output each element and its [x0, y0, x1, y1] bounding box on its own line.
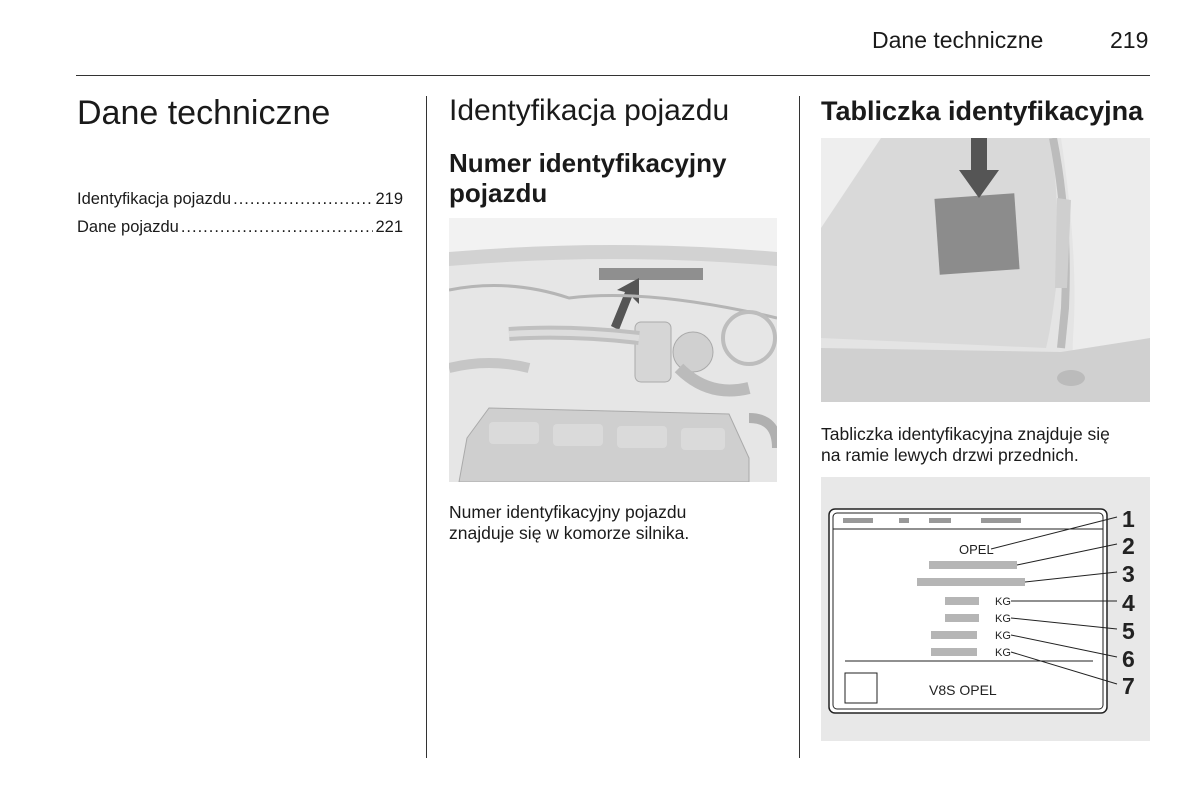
text-line: znajduje się w komorze silnika.	[449, 523, 690, 543]
toc-entry-page: 221	[375, 218, 403, 236]
header-rule	[76, 75, 1150, 76]
text-line: na ramie lewych drzwi przednich.	[821, 445, 1079, 465]
callout-number: 3	[1122, 561, 1135, 587]
subsection-heading-vin	[449, 148, 726, 208]
text-line: Tabliczka identyfikacyjna znajduje się	[821, 424, 1110, 444]
page-number: 219	[1110, 27, 1149, 53]
toc-entry-label: Dane pojazdu	[77, 218, 179, 236]
svg-text:KG: KG	[995, 596, 1011, 608]
running-title: Dane techniczne	[872, 27, 1044, 53]
callout-number: 1	[1122, 506, 1135, 532]
subheading-line: pojazdu	[449, 178, 548, 208]
svg-text:KG: KG	[995, 630, 1011, 642]
svg-text:KG: KG	[995, 613, 1011, 625]
callout-number: 4	[1122, 590, 1135, 616]
engine-bay-illustration	[449, 218, 777, 482]
id-plate-marker	[934, 193, 1019, 274]
section-heading-id-plate: Tabliczka identyfikacyjna	[821, 96, 1144, 126]
toc-leader-dots	[181, 218, 374, 237]
vin-location-text	[449, 502, 689, 544]
plate-footer-text: V8S OPEL	[929, 682, 997, 698]
table-of-contents	[77, 190, 403, 246]
column-divider	[799, 96, 800, 758]
toc-entry-page: 219	[375, 190, 403, 208]
callout-number: 6	[1122, 646, 1135, 672]
callout-number: 5	[1122, 618, 1135, 644]
text-line: Numer identyfikacyjny pojazdu	[449, 502, 687, 522]
section-heading-vehicle-identification: Identyfikacja pojazdu	[449, 94, 730, 127]
chapter-title: Dane techniczne	[77, 94, 331, 132]
svg-text:KG: KG	[995, 647, 1011, 659]
plate-brand: OPEL	[959, 542, 994, 557]
column-divider	[426, 96, 427, 758]
id-plate-diagram	[821, 477, 1150, 741]
toc-entry-label: Identyfikacja pojazdu	[77, 190, 232, 208]
door-frame-illustration	[821, 138, 1150, 402]
subheading-line: Numer identyfikacyjny	[449, 148, 727, 178]
callout-number: 7	[1122, 673, 1135, 699]
toc-entry[interactable]	[77, 218, 403, 246]
callout-number: 2	[1122, 533, 1135, 559]
plate-location-text	[821, 424, 1110, 466]
vin-plate-marker	[599, 268, 703, 280]
toc-entry[interactable]	[77, 190, 403, 218]
toc-leader-dots	[233, 190, 373, 209]
